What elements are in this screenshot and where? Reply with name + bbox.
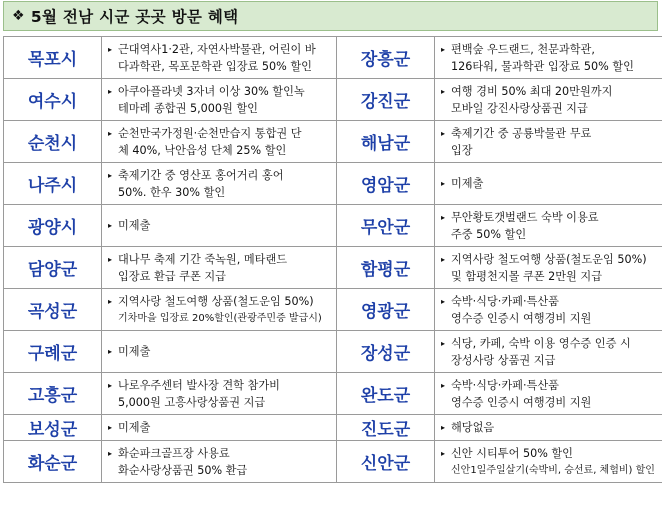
city-name: 담양군 xyxy=(4,247,102,289)
benefit-line xyxy=(108,343,326,360)
city-name: 곡성군 xyxy=(4,289,102,331)
bullet-icon: ▸ xyxy=(441,86,446,96)
city-name: 보성군 xyxy=(4,415,102,441)
bullet-icon: ▸ xyxy=(108,423,113,432)
bullet-icon: ▸ xyxy=(108,254,113,264)
benefits-table xyxy=(3,36,662,483)
benefit-line xyxy=(441,419,659,436)
benefit-text: 5,000원 고흥사랑상품권 지급 xyxy=(118,395,266,409)
table-row xyxy=(4,121,662,163)
benefit-text: 테마레 종합권 5,000원 할인 xyxy=(118,101,258,115)
benefit-text: 미제출 xyxy=(118,219,151,232)
bullet-icon: ▸ xyxy=(441,44,446,54)
city-name: 광양시 xyxy=(4,205,102,247)
bullet-icon: ▸ xyxy=(441,338,446,348)
bullet-icon: ▸ xyxy=(441,380,446,390)
city-name: 고흥군 xyxy=(4,373,102,415)
page-title: 5월 전남 시군 곳곳 방문 혜택 xyxy=(30,8,239,26)
city-name: 화순군 xyxy=(4,441,102,483)
benefit-line xyxy=(108,125,326,142)
benefit-text: 화순파크골프장 사용료 xyxy=(118,446,230,460)
benefit-line xyxy=(441,394,659,411)
benefit-line xyxy=(108,394,326,411)
benefit-text: 미제출 xyxy=(118,345,151,358)
city-name: 목포시 xyxy=(4,37,102,79)
benefit-line xyxy=(441,125,659,142)
benefit-text: 및 함평천지몰 쿠폰 2만원 지급 xyxy=(451,269,603,283)
benefit-text: 지역사랑 철도여행 상품(철도운임 50%) xyxy=(451,252,647,266)
benefit-line xyxy=(441,100,659,117)
city-name: 장성군 xyxy=(337,331,435,373)
benefit-description xyxy=(102,247,333,289)
benefit-line xyxy=(441,462,659,479)
bullet-icon: ▸ xyxy=(441,212,446,222)
benefit-text: 미제출 xyxy=(451,177,484,190)
benefit-description xyxy=(102,37,333,79)
bullet-icon: ▸ xyxy=(108,128,113,138)
benefit-description xyxy=(435,121,662,163)
city-name: 구례군 xyxy=(4,331,102,373)
benefit-description xyxy=(435,163,662,205)
bullet-icon: ▸ xyxy=(108,86,113,96)
benefit-line xyxy=(108,100,326,117)
bullet-icon: ▸ xyxy=(108,448,113,458)
benefit-line xyxy=(441,268,659,285)
benefit-description xyxy=(102,289,333,331)
benefit-text: 입장 xyxy=(451,143,473,157)
benefit-description xyxy=(102,331,333,373)
table-row xyxy=(4,163,662,205)
city-name: 장흥군 xyxy=(337,37,435,79)
benefit-text: 50%. 한우 30% 할인 xyxy=(118,185,226,199)
bullet-icon: ▸ xyxy=(441,254,446,264)
benefit-line xyxy=(108,83,326,100)
city-name: 진도군 xyxy=(337,415,435,441)
bullet-icon: ▸ xyxy=(441,128,446,138)
benefit-line xyxy=(441,445,659,462)
benefit-description xyxy=(435,247,662,289)
benefit-line xyxy=(108,58,326,75)
title-bar xyxy=(3,1,658,31)
benefit-line xyxy=(108,310,326,327)
bullet-icon: ▸ xyxy=(108,347,113,356)
benefit-line xyxy=(441,377,659,394)
benefit-description xyxy=(102,163,333,205)
benefit-text: 영수증 인증시 여행경비 지원 xyxy=(451,311,592,325)
benefit-description xyxy=(102,79,333,121)
city-name: 영광군 xyxy=(337,289,435,331)
table-row xyxy=(4,415,662,441)
bullet-icon: ▸ xyxy=(441,423,446,432)
benefit-line xyxy=(441,293,659,310)
benefit-text: 순천만국가정원·순천만습지 통합권 단 xyxy=(118,126,302,140)
benefit-text: 신안1일주일살기(숙박비, 승선료, 체험비) 할인 xyxy=(451,464,655,476)
benefit-line xyxy=(441,175,659,192)
diamond-bullet-icon: ❖ xyxy=(12,8,25,24)
city-name: 무안군 xyxy=(337,205,435,247)
benefit-description xyxy=(435,289,662,331)
benefit-text: 식당, 카페, 숙박 이용 영수증 인증 시 xyxy=(451,336,631,350)
benefit-line xyxy=(441,142,659,159)
bullet-icon: ▸ xyxy=(108,44,113,54)
benefit-description xyxy=(102,441,333,483)
benefit-text: 근대역사1·2관, 자연사박물관, 어린이 바 xyxy=(118,42,316,56)
benefit-description xyxy=(435,331,662,373)
benefit-description xyxy=(102,373,333,415)
benefit-line xyxy=(108,167,326,184)
benefit-text: 장성사랑 상품권 지급 xyxy=(451,353,556,367)
benefit-text: 체 40%, 낙안읍성 단체 25% 할인 xyxy=(118,143,287,157)
benefit-description xyxy=(435,205,662,247)
benefit-line xyxy=(108,217,326,234)
benefit-line xyxy=(108,268,326,285)
benefit-line xyxy=(108,251,326,268)
benefit-text: 축제기간 중 영산포 홍어거리 홍어 xyxy=(118,168,284,182)
benefit-line xyxy=(108,419,326,436)
benefit-description xyxy=(435,37,662,79)
benefit-line xyxy=(441,58,659,75)
table-row xyxy=(4,37,662,79)
benefit-text: 나로우주센터 발사장 견학 참가비 xyxy=(118,378,280,392)
city-name: 영암군 xyxy=(337,163,435,205)
benefit-text: 해당없음 xyxy=(451,421,495,434)
benefit-description xyxy=(102,205,333,247)
city-name: 강진군 xyxy=(337,79,435,121)
benefit-text: 다과학관, 목포문학관 입장료 50% 할인 xyxy=(118,59,312,73)
bullet-icon: ▸ xyxy=(441,296,446,306)
bullet-icon: ▸ xyxy=(108,296,113,306)
benefit-line xyxy=(108,41,326,58)
benefit-description xyxy=(435,441,662,483)
city-name: 해남군 xyxy=(337,121,435,163)
city-name: 여수시 xyxy=(4,79,102,121)
city-name: 신안군 xyxy=(337,441,435,483)
benefit-line xyxy=(441,226,659,243)
benefit-line xyxy=(108,184,326,201)
benefit-line xyxy=(108,377,326,394)
benefit-text: 여행 경비 50% 최대 20만원까지 xyxy=(451,84,613,98)
bullet-icon: ▸ xyxy=(108,380,113,390)
city-name: 순천시 xyxy=(4,121,102,163)
benefit-text: 편백숲 우드랜드, 천문과학관, xyxy=(451,42,595,56)
benefit-line xyxy=(441,310,659,327)
bullet-icon: ▸ xyxy=(108,170,113,180)
table-row xyxy=(4,441,662,483)
benefit-description xyxy=(435,79,662,121)
benefit-text: 축제기간 중 공룡박물관 무료 xyxy=(451,126,592,140)
benefit-line xyxy=(441,41,659,58)
benefits-table-body xyxy=(4,37,662,483)
benefit-text: 무안황토갯벌랜드 숙박 이용료 xyxy=(451,210,599,224)
benefit-line xyxy=(108,462,326,479)
benefit-text: 기차마을 입장료 20%할인(관광주민증 발급시) xyxy=(118,312,322,324)
table-row xyxy=(4,247,662,289)
table-row xyxy=(4,331,662,373)
benefit-text: 화순사랑상품권 50% 환급 xyxy=(118,463,248,477)
benefit-text: 대나무 축제 기간 죽녹원, 메타랜드 xyxy=(118,252,288,266)
benefit-line xyxy=(108,293,326,310)
benefit-text: 모바일 강진사랑상품권 지급 xyxy=(451,101,588,115)
table-row xyxy=(4,289,662,331)
bullet-icon: ▸ xyxy=(108,221,113,230)
benefit-text: 입장료 환급 쿠폰 지급 xyxy=(118,269,226,283)
benefit-description xyxy=(102,121,333,163)
table-row xyxy=(4,79,662,121)
benefit-text: 미제출 xyxy=(118,421,151,434)
benefit-text: 주중 50% 할인 xyxy=(451,227,527,241)
benefit-description xyxy=(102,415,333,441)
benefit-line xyxy=(441,83,659,100)
benefit-description xyxy=(435,373,662,415)
benefit-description xyxy=(435,415,662,441)
benefit-text: 지역사랑 철도여행 상품(철도운임 50%) xyxy=(118,294,314,308)
table-row xyxy=(4,205,662,247)
benefit-line xyxy=(441,251,659,268)
benefit-line xyxy=(108,445,326,462)
benefit-line xyxy=(441,335,659,352)
benefit-line xyxy=(441,352,659,369)
benefit-text: 숙박·식당·카페·특산품 xyxy=(451,378,559,392)
city-name: 완도군 xyxy=(337,373,435,415)
benefit-text: 신안 시티투어 50% 할인 xyxy=(451,446,573,460)
city-name: 함평군 xyxy=(337,247,435,289)
benefit-text: 126타워, 물과학관 입장료 50% 할인 xyxy=(451,59,634,73)
benefit-text: 숙박·식당·카페·특산품 xyxy=(451,294,559,308)
table-row xyxy=(4,373,662,415)
benefit-text: 아쿠아플라넷 3자녀 이상 30% 할인녹 xyxy=(118,84,305,98)
bullet-icon: ▸ xyxy=(441,179,446,188)
benefit-text: 영수증 인증시 여행경비 지원 xyxy=(451,395,592,409)
benefit-line xyxy=(441,209,659,226)
city-name: 나주시 xyxy=(4,163,102,205)
bullet-icon: ▸ xyxy=(441,448,446,458)
benefit-line xyxy=(108,142,326,159)
